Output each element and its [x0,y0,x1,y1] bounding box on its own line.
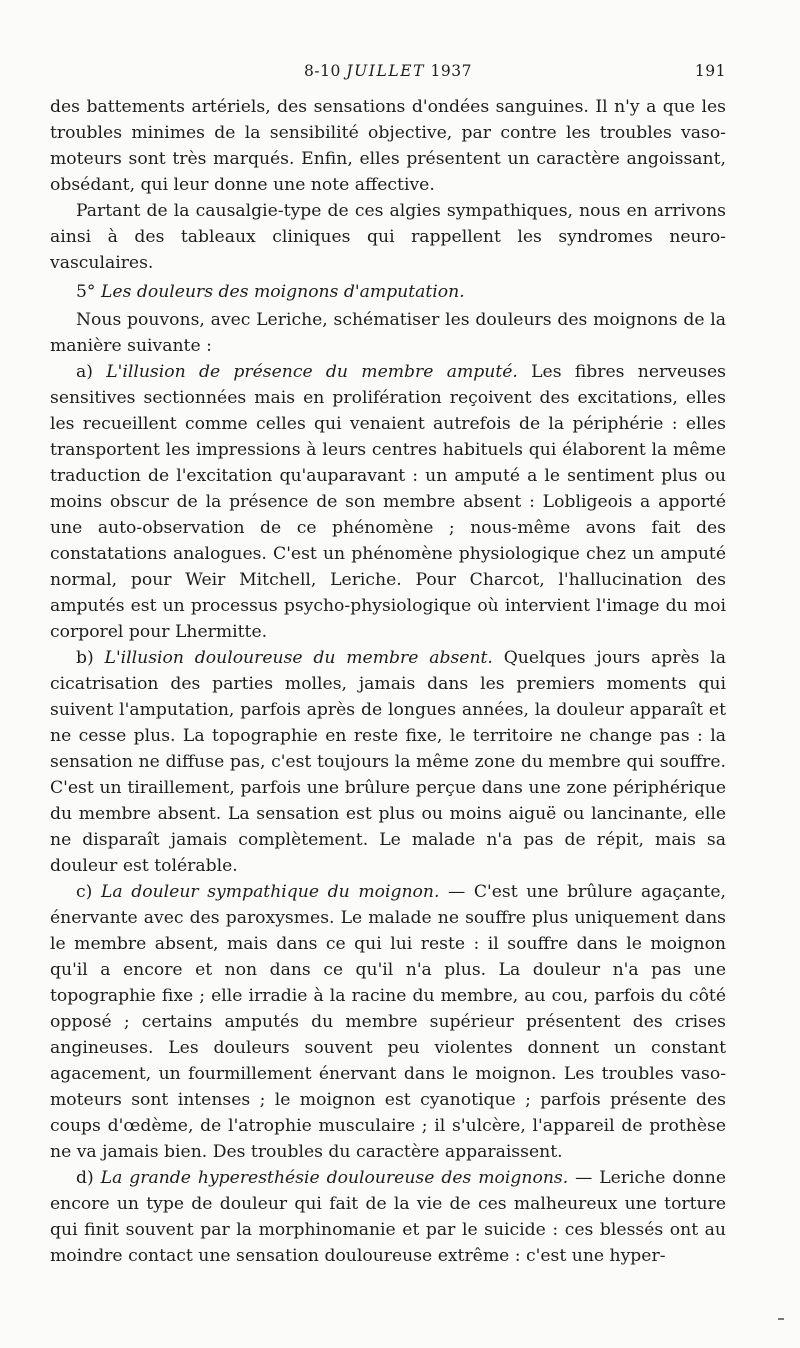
page-number: 191 [694,62,726,80]
item-label: a) [76,362,93,382]
item-text: — Leriche donne encore un type de douleur qui fait de la vie de ces malheureux une torture qui finit souvent par la morphinomanie et par le suicide : ces blessés ont au moindre contact une sensation douloureuse extrême : c'est une hyper- [50,1168,726,1266]
header-title [50,62,726,80]
paragraph: Nous pouvons, avec Leriche, schématiser les douleurs des moignons de la manière suivante : [50,310,726,356]
item-title: L'illusion douloureuse du membre absent. [104,648,493,668]
paragraph-item-d [50,1165,726,1269]
item-text: Les fibres nerveuses sensitives sectionnées mais en prolifération reçoivent des excitations, elles les recueillent comme celles qui venaient autrefois de la périphérie : elles transportent les impressions à leurs centres habituels qui élaborent la même traduction de l'excitation qu'auparavant : un amputé a le sentiment plus ou moins obscur de la présence de son membre absent : Lobligeois a apporté une auto-observation de ce phénomène ; nous-même avons fait des constatations analogues. C'est un phénomène physiologique chez un amputé normal, pour Weir Mitchell, Leriche. Pour Charcot, l'hallucination des amputés est un processus psycho-physiologique où intervient l'image du moi corporel pour Lhermitte. [50,362,726,642]
item-label: d) [76,1168,94,1188]
item-label: c) [76,882,93,902]
header-month: JUILLET [346,62,426,80]
item-title: La grande hyperesthésie douloureuse des moignons. [100,1168,569,1188]
item-title: L'illusion de présence du membre amputé. [106,362,518,382]
paragraph-continuation: des battements artériels, des sensations d'ondées sanguines. Il n'y a que les troubles minimes de la sensibilité objective, par contre les troubles vaso-moteurs sont très marqués. Enfin, elles présentent un caractère angoissant, obsédant, qui leur donne une note affective. [50,97,726,195]
section-number: 5° [76,282,96,302]
item-label: b) [76,648,94,668]
paragraph-item-b [50,645,726,879]
paragraph: Partant de la causalgie-type de ces algies sympathiques, nous en arrivons ainsi à des tableaux cliniques qui rappellent les syndromes neuro-vasculaires. [50,201,726,273]
paragraph-item-c [50,879,726,1165]
body-text [50,94,726,1269]
header-year: 1937 [425,62,472,80]
item-text: Quelques jours après la cicatrisation des parties molles, jamais dans les premiers moments qui suivent l'amputation, parfois après de longues années, la douleur apparaît et ne cesse plus. La topographie en reste fixe, le territoire ne change pas : la sensation ne diffuse pas, c'est toujours la même zone du membre qui souffre. C'est un tiraillement, parfois une brûlure perçue dans une zone périphérique du membre absent. La sensation est plus ou moins aiguë ou lancinante, elle ne disparaît jamais complètement. Le malade n'a pas de répit, mais sa douleur est tolérable. [50,648,726,876]
item-title: La douleur sympathique du moignon. [100,882,440,902]
section-title: Les douleurs des moignons d'amputation. [101,282,465,302]
page-edge-mark [778,1318,784,1320]
paragraph-item-a [50,359,726,645]
section-heading [50,279,726,305]
item-text: — C'est une brûlure agaçante, énervante avec des paroxysmes. Le malade ne souffre plus uniquement dans le membre absent, mais dans ce qui lui reste : il souffre dans le moignon qu'il a encore et non dans ce qu'il n'a plus. La douleur n'a pas une topographie fixe ; elle irradie à la racine du membre, au cou, parfois du côté opposé ; certains amputés du membre supérieur présentent des crises angineuses. Les douleurs souvent peu violentes donnent un constant agacement, un fourmillement énervant dans le moignon. Les troubles vaso-moteurs sont intenses ; le moignon est cyanotique ; parfois présente des coups d'œdème, de l'atrophie musculaire ; il s'ulcère, l'appareil de prothèse ne va jamais bien. Des troubles du caractère apparaissent. [50,882,727,1162]
running-header [50,62,726,86]
header-date: 8-10 [304,62,347,80]
